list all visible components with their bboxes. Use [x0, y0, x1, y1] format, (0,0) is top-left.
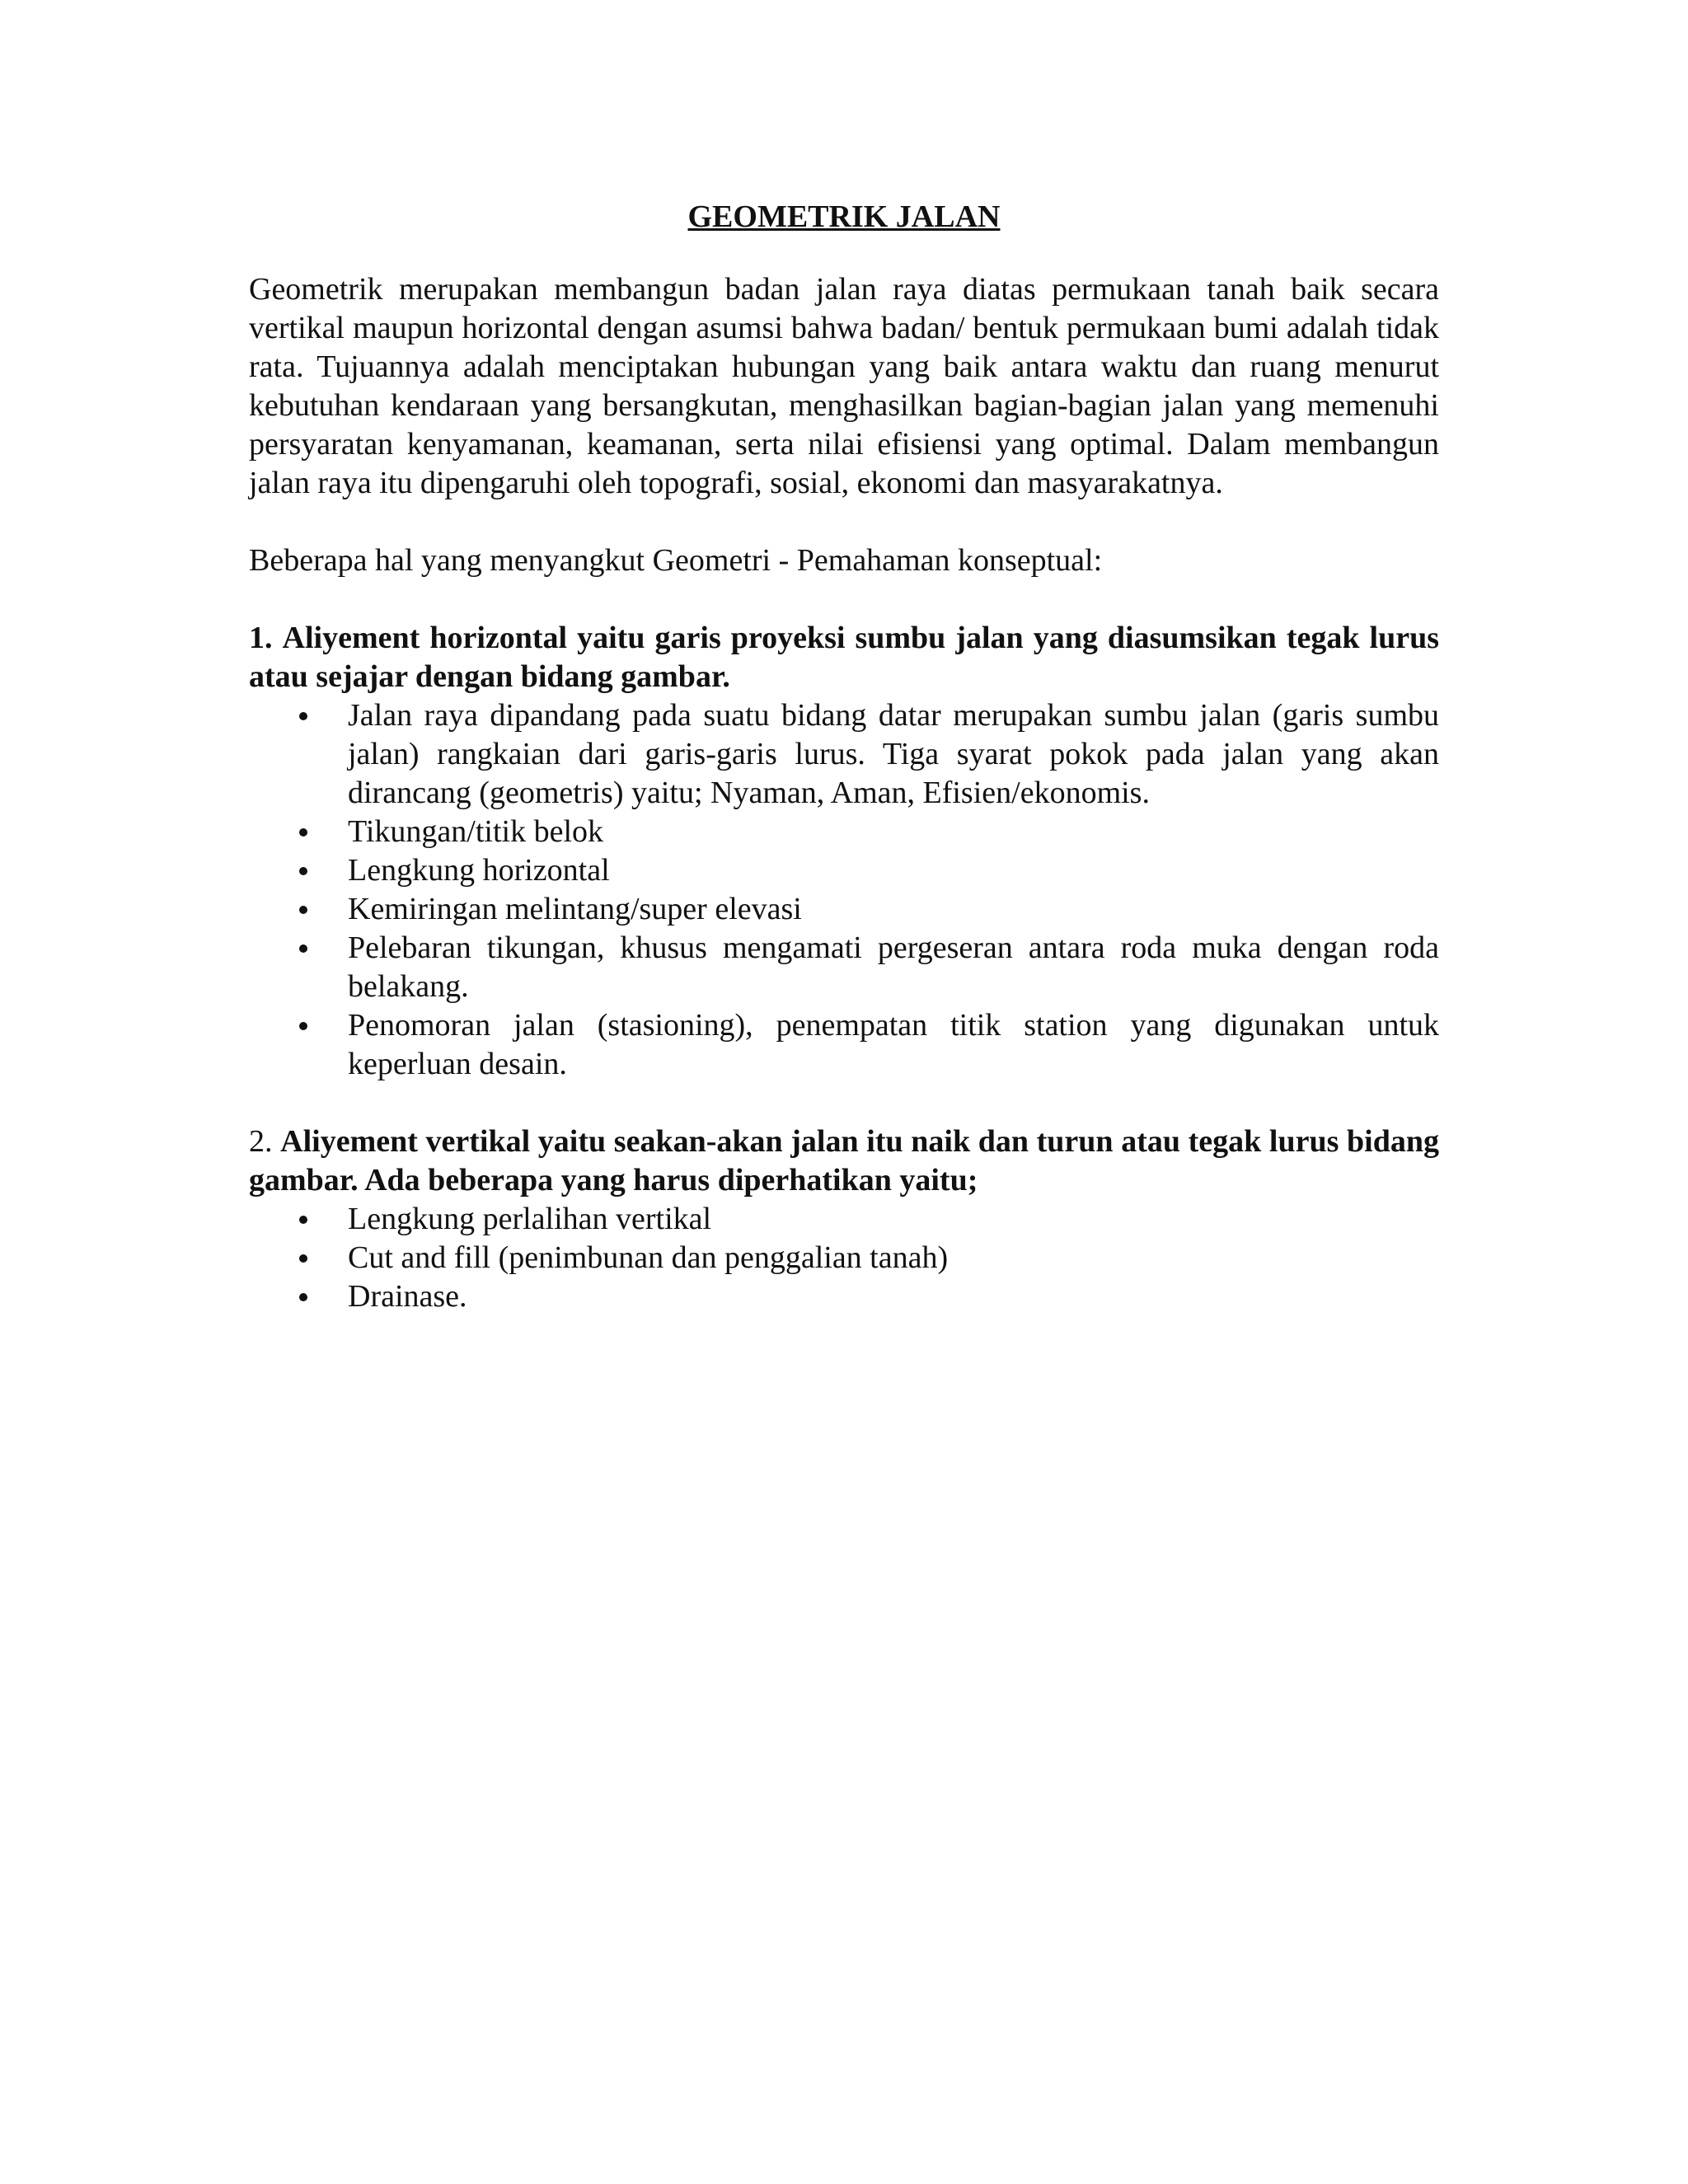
list-item [348, 1006, 1439, 1084]
list-item [348, 696, 1439, 813]
document-page [249, 198, 1439, 1355]
bullet-icon [299, 828, 307, 837]
list-item [348, 1239, 1439, 1277]
list-item-text: Drainase. [348, 1279, 467, 1314]
section-1-number: 1. [249, 621, 273, 655]
bullet-icon [299, 1022, 307, 1030]
list-item-text: Pelebaran tikungan, khusus mengamati pergeseran antara roda muka dengan roda belakang. [348, 930, 1439, 1004]
bullet-icon [299, 712, 307, 720]
list-item [348, 929, 1439, 1006]
section-2-heading-text: Aliyement vertikal yaitu seakan-akan jalan itu naik dan turun atau tegak lurus bidang gambar. Ada beberapa yang harus diperhatikan yaitu; [249, 1124, 1440, 1197]
bullet-icon [299, 944, 307, 953]
bullet-icon [299, 867, 307, 875]
bullet-icon [299, 1216, 307, 1224]
concept-intro: Beberapa hal yang menyangkut Geometri - Pemahaman konseptual: [249, 543, 1103, 578]
list-item-text: Lengkung perlalihan vertikal [348, 1202, 712, 1236]
list-item-text: Tikungan/titik belok [348, 814, 604, 849]
bullet-icon [299, 1293, 307, 1301]
list-item-text: Lengkung horizontal [348, 853, 610, 888]
list-item-text: Kemiringan melintang/super elevasi [348, 892, 802, 926]
section-1-heading-text: Aliyement horizontal yaitu garis proyeksi sumbu jalan yang diasumsikan tegak lurus atau sejajar dengan bidang gambar. [249, 621, 1440, 694]
section-2-number: 2. [249, 1124, 273, 1159]
section-1-list [249, 696, 1439, 1084]
list-item [348, 890, 1439, 929]
list-item-text: Penomoran jalan (stasioning), penempatan titik station yang digunakan untuk keperluan desain. [348, 1008, 1439, 1081]
section-2-list [249, 1200, 1439, 1316]
list-item [348, 1200, 1439, 1239]
section-1-heading [249, 619, 1439, 696]
list-item-text: Jalan raya dipandang pada suatu bidang datar merupakan sumbu jalan (garis sumbu jalan) rangkaian dari garis-garis lurus. Tiga syarat pokok pada jalan yang akan dirancang (geometris) yaitu; Nyaman, Aman, Efisien/ekonomis. [348, 698, 1439, 810]
section-2-heading [249, 1122, 1439, 1200]
list-item [348, 813, 1439, 851]
intro-paragraph: Geometrik merupakan membangun badan jalan raya diatas permukaan tanah baik secara vertikal maupun horizontal dengan asumsi bahwa badan/ bentuk permukaan bumi adalah tidak rata. Tujuannya adalah menciptakan hubungan yang baik antara waktu dan ruang menurut kebutuhan kendaraan yang bersangkutan, menghasilkan bagian-bagian jalan yang memenuhi persyaratan kenyamanan, keamanan, serta nilai efisiensi yang optimal. Dalam membangun jalan raya itu dipengaruhi oleh topografi, sosial, ekonomi dan masyarakatnya. [249, 272, 1439, 500]
list-item [348, 1277, 1439, 1316]
list-item-text: Cut and fill (penimbunan dan penggalian tanah) [348, 1240, 949, 1275]
document-title: GEOMETRIK JALAN [687, 199, 1001, 234]
bullet-icon [299, 1254, 307, 1263]
list-item [348, 851, 1439, 890]
bullet-icon [299, 906, 307, 914]
